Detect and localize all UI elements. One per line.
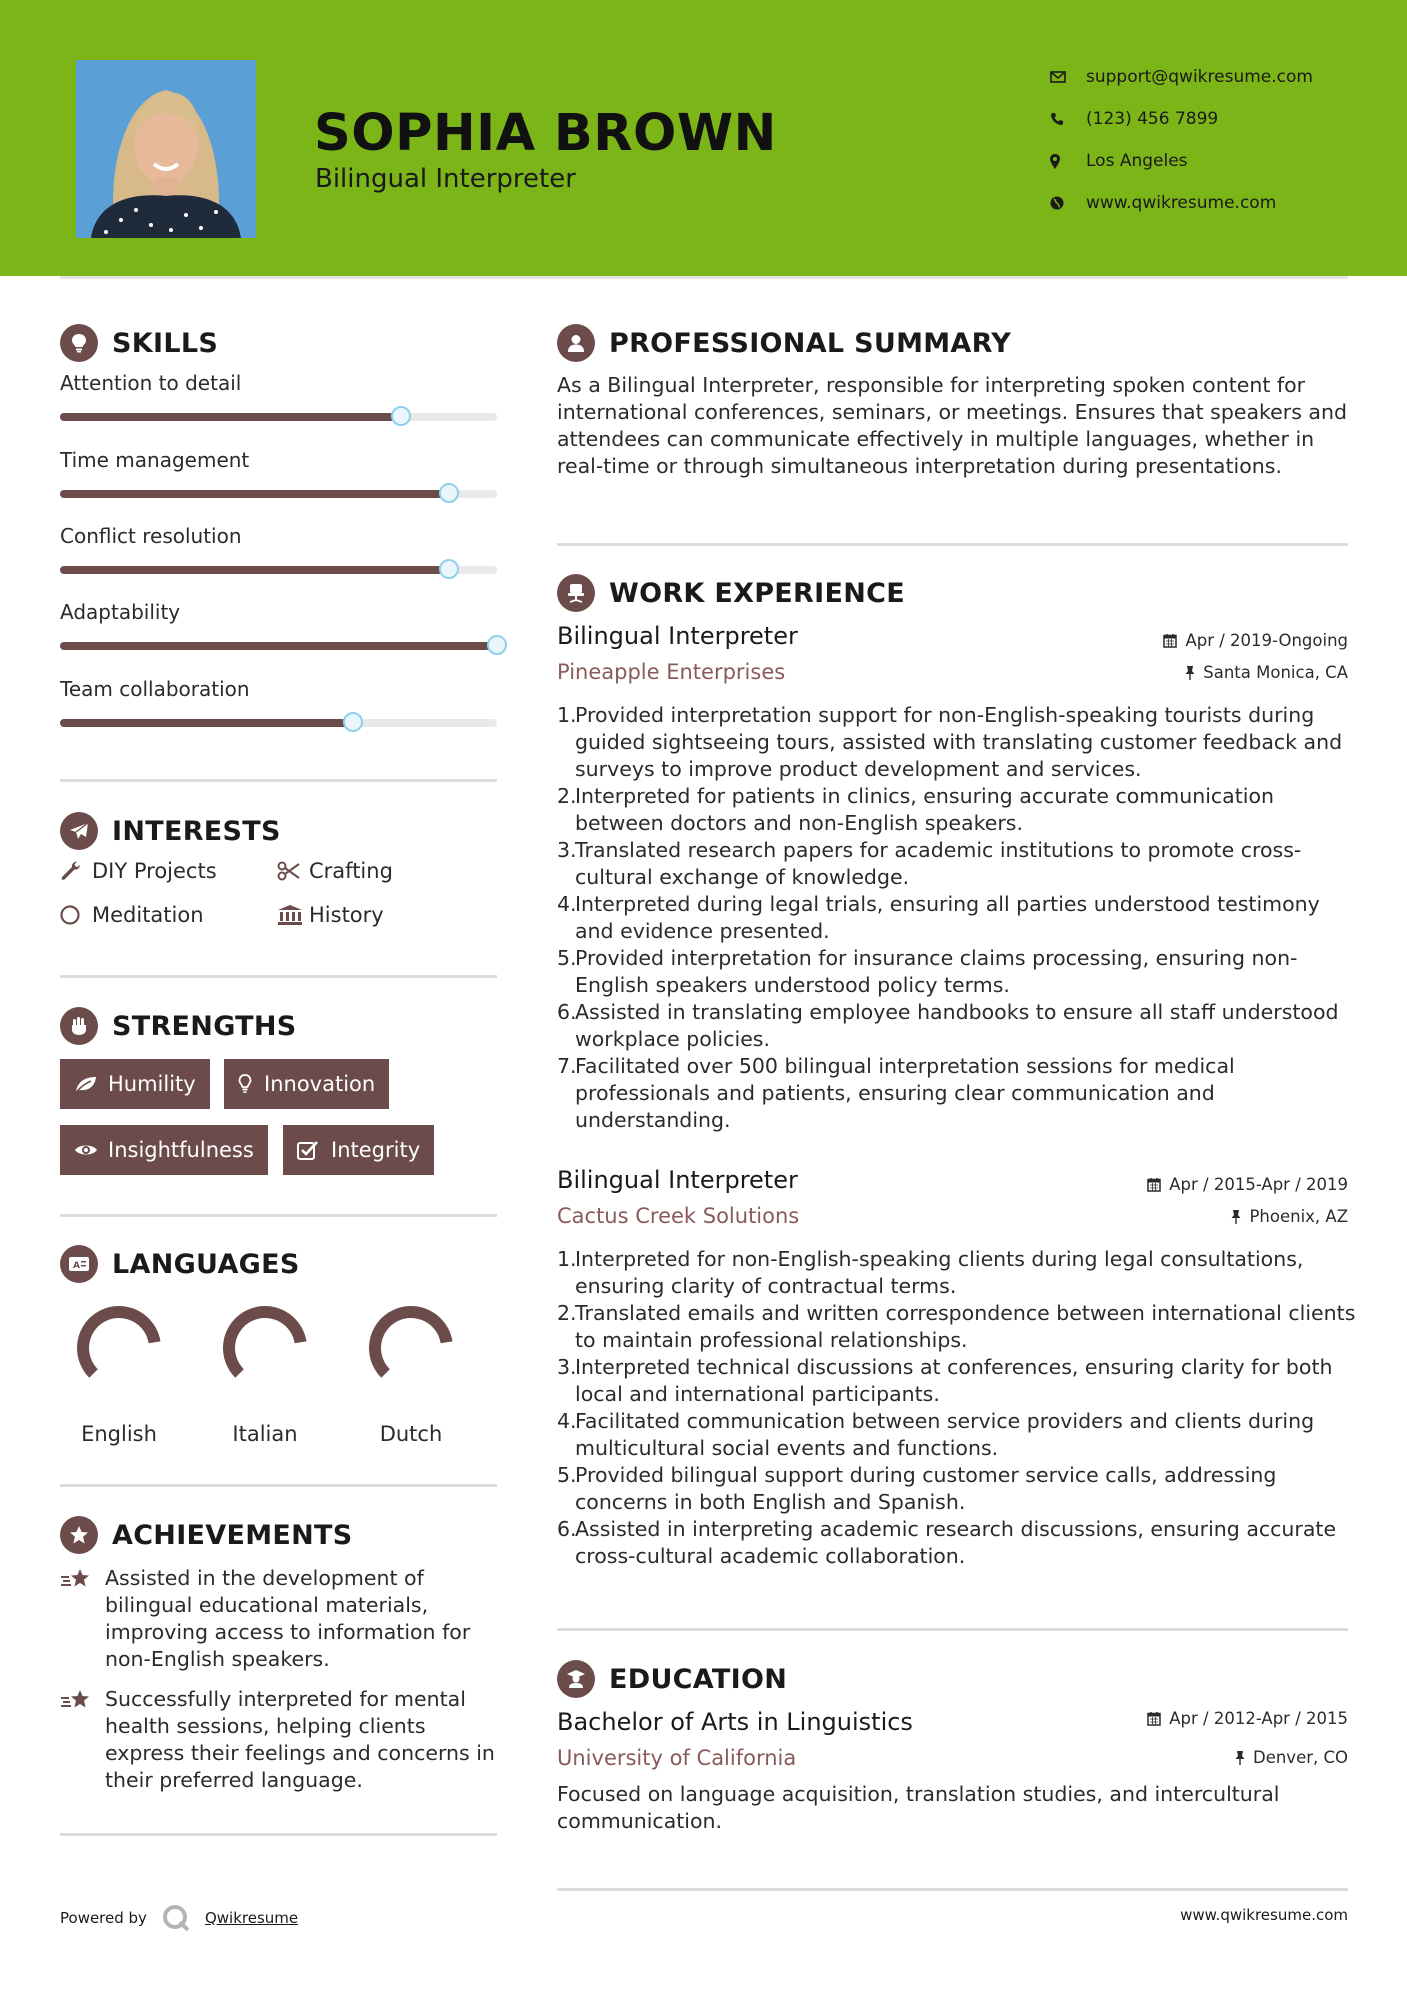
section-divider (60, 975, 497, 978)
phone-icon (1050, 112, 1086, 126)
interest-label: Meditation (92, 903, 204, 927)
job-bullet-text: Interpreted during legal trials, ensuring all parties understood testimony and evidence presented. (575, 892, 1320, 943)
contact-list (1050, 56, 1313, 224)
job-bullet-text: Translated research papers for academic institutions to promote cross-cultural exchange of knowledge. (575, 838, 1302, 889)
job-dates (1147, 1175, 1348, 1194)
skill-bar-knob (391, 406, 411, 426)
contact-website (1050, 182, 1313, 224)
skill-label: Attention to detail (60, 371, 242, 395)
contact-location-text: Los Angeles (1086, 151, 1188, 171)
skill-bar (60, 642, 497, 650)
eye-icon (74, 1142, 108, 1158)
interest-item (277, 903, 384, 927)
section-divider (60, 1484, 497, 1487)
interest-item (60, 903, 204, 927)
job-bullet: 5. Provided interpretation for insurance claims processing, ensuring non-English speakers understood policy terms. (557, 945, 1357, 999)
contact-phone-text: (123) 456 7899 (1086, 109, 1219, 129)
section-divider (60, 1833, 497, 1836)
interest-item (60, 859, 217, 883)
skill-bar-fill (60, 642, 497, 650)
strength-tag (224, 1059, 389, 1109)
star-badge-icon (60, 1516, 98, 1554)
job-bullet-text: Interpreted for patients in clinics, ensuring accurate communication between doctors and non-English speakers. (575, 784, 1275, 835)
language-item (205, 1300, 325, 1446)
job-title: Bilingual Interpreter (557, 622, 798, 650)
job-bullet: 5. Provided bilingual support during customer service calls, addressing concerns in both English and Spanish. (557, 1462, 1357, 1516)
strengths-heading (60, 1007, 297, 1045)
interest-item (277, 859, 393, 883)
skill-label: Team collaboration (60, 677, 250, 701)
job-bullets (557, 1246, 1357, 1570)
skill-bar (60, 719, 497, 727)
shooting-star-icon (60, 1686, 105, 1794)
skill-bar (60, 413, 497, 421)
skill-item (60, 448, 497, 498)
header-divider (60, 276, 1348, 279)
language-meter (217, 1300, 313, 1396)
section-divider (557, 1888, 1348, 1891)
pushpin-icon (1235, 1750, 1245, 1765)
job-bullet-text: Provided bilingual support during customer service calls, addressing concerns in both English and Spanish. (575, 1463, 1277, 1514)
user-icon (557, 324, 595, 362)
education-dates-text: Apr / 2012-Apr / 2015 (1169, 1709, 1348, 1728)
achievement-item (60, 1686, 500, 1794)
skill-bar-knob (439, 559, 459, 579)
contact-phone (1050, 98, 1313, 140)
job-bullet: 4. Interpreted during legal trials, ensuring all parties understood testimony and evidence presented. (557, 891, 1357, 945)
section-divider (557, 543, 1348, 546)
language-meter-arc (229, 1312, 301, 1373)
strength-tag (283, 1125, 434, 1175)
job-location-text: Phoenix, AZ (1249, 1207, 1348, 1226)
summary-text: As a Bilingual Interpreter, responsible for interpreting spoken content for international conferences, seminars, or meetings. Ensures that speakers and attendees can communicate effectively in multiple languages, whether in real-time or through simultaneous interpretation during presentations. (557, 373, 1347, 478)
skill-item (60, 524, 497, 574)
strength-tag (60, 1125, 268, 1175)
leaf-icon (74, 1075, 108, 1093)
job-bullet: 2. Translated emails and written correspondence between international clients to maintain professional relationships. (557, 1301, 1356, 1352)
language-label: Italian (232, 1422, 298, 1446)
profile-photo (76, 60, 256, 238)
education-location (1235, 1748, 1348, 1767)
summary-title: PROFESSIONAL SUMMARY (609, 327, 1012, 359)
candidate-name: SOPHIA BROWN (314, 104, 777, 163)
map-pin-icon (1050, 154, 1086, 169)
skill-bar (60, 490, 497, 498)
resume-header (0, 0, 1407, 276)
calendar-icon (1147, 1711, 1161, 1726)
hand-icon (60, 1007, 98, 1045)
education-dates (1147, 1709, 1348, 1728)
qwikresume-link[interactable]: Qwikresume (204, 1909, 299, 1927)
skill-bar (60, 566, 497, 574)
job-bullet-text: Interpreted for non-English-speaking clients during legal consultations, ensuring clarity of contractual terms. (575, 1247, 1304, 1298)
job-dates-text: Apr / 2019-Ongoing (1185, 631, 1348, 650)
lightbulb-icon (60, 324, 98, 362)
job-title: Bilingual Interpreter (557, 1166, 798, 1194)
language-meter-arc (375, 1312, 447, 1373)
calendar-icon (1163, 633, 1177, 648)
language-card-icon (60, 1245, 98, 1283)
job-bullet: 6. Assisted in interpreting academic research discussions, ensuring accurate cross-cultural academic collaboration. (557, 1516, 1357, 1570)
paper-plane-icon (60, 812, 98, 850)
job-bullet-text: Assisted in interpreting academic research discussions, ensuring accurate cross-cultural academic collaboration. (575, 1517, 1337, 1568)
job-bullet-text: Provided interpretation for insurance claims processing, ensuring non-English speakers understood policy terms. (575, 946, 1298, 997)
envelope-icon (1050, 71, 1086, 83)
language-item (59, 1300, 179, 1446)
achievement-text: Successfully interpreted for mental health sessions, helping clients express their feelings and concerns in their preferred language. (105, 1687, 495, 1792)
qwikresume-logo-icon (161, 1903, 191, 1933)
skill-bar-fill (60, 566, 449, 574)
skill-bar-knob (487, 635, 507, 655)
job-bullet-text: Facilitated over 500 bilingual interpretation sessions for medical professionals and patients, ensuring clear communication and understanding. (575, 1054, 1235, 1132)
experience-heading (557, 574, 905, 612)
skill-item (60, 600, 497, 650)
job-bullet: 4. Facilitated communication between service providers and clients during multicultural social events and functions. (557, 1408, 1357, 1462)
interest-label: Crafting (309, 859, 393, 883)
globe-icon (1050, 196, 1086, 210)
education-location-text: Denver, CO (1252, 1748, 1348, 1767)
skill-bar-fill (60, 490, 449, 498)
contact-email-text: support@qwikresume.com (1086, 67, 1313, 87)
interest-label: DIY Projects (92, 859, 217, 883)
language-meter (71, 1300, 167, 1396)
education-degree: Bachelor of Arts in Linguistics (557, 1708, 913, 1736)
job-location (1185, 663, 1348, 682)
achievement-text: Assisted in the development of bilingual educational materials, improving access to information for non-English speakers. (105, 1566, 471, 1671)
powered-by-label: Powered by (60, 1909, 147, 1927)
language-label: English (81, 1422, 157, 1446)
job-bullets (557, 702, 1357, 1134)
skill-bar-knob (343, 712, 363, 732)
job-bullet: 1. Provided interpretation support for non-English-speaking tourists during guided sightseeing tours, assisted with translating customer feedback and surveys to improve product development and services. (557, 702, 1357, 783)
skill-bar-fill (60, 719, 353, 727)
job-bullet: 3. Interpreted technical discussions at conferences, ensuring clarity for both local and international participants. (557, 1354, 1357, 1408)
language-meter (363, 1300, 459, 1396)
strength-label: Innovation (264, 1072, 376, 1096)
job-bullet-text: Assisted in translating employee handbooks to ensure all staff understood workplace policies. (575, 1000, 1339, 1051)
job-location-text: Santa Monica, CA (1203, 663, 1348, 682)
job-bullet: 2. Interpreted for patients in clinics, ensuring accurate communication between doctors and non-English speakers. (557, 783, 1357, 837)
interests-title: INTERESTS (112, 815, 281, 847)
skill-label: Time management (60, 448, 250, 472)
circle-icon (60, 904, 92, 926)
contact-email (1050, 56, 1313, 98)
job-bullet: 7. Facilitated over 500 bilingual interpretation sessions for medical professionals and patients, ensuring clear communication and understanding. (557, 1053, 1357, 1134)
experience-title: WORK EXPERIENCE (609, 577, 905, 609)
job-bullet: 1. Interpreted for non-English-speaking clients during legal consultations, ensuring clarity of contractual terms. (557, 1246, 1357, 1300)
interests-heading (60, 812, 281, 850)
languages-heading (60, 1245, 300, 1283)
education-heading (557, 1660, 787, 1698)
job-bullet-text: Provided interpretation support for non-English-speaking tourists during guided sightseeing tours, assisted with translating customer feedback and surveys to improve product development and services. (575, 703, 1343, 781)
language-label: Dutch (379, 1422, 443, 1446)
achievement-item (60, 1565, 500, 1673)
skill-bar-fill (60, 413, 401, 421)
job-bullet: 3. Translated research papers for academic institutions to promote cross-cultural exchange of knowledge. (557, 837, 1357, 891)
museum-icon (277, 904, 309, 926)
lightbulb-icon (238, 1074, 264, 1094)
education-description: Focused on language acquisition, translation studies, and intercultural communication. (557, 1782, 1280, 1833)
strength-label: Humility (108, 1072, 196, 1096)
contact-location (1050, 140, 1313, 182)
interest-label: History (309, 903, 384, 927)
pushpin-icon (1231, 1209, 1241, 1224)
skills-title: SKILLS (112, 327, 219, 359)
job-bullet-text: Interpreted technical discussions at conferences, ensuring clarity for both local and international participants. (575, 1355, 1333, 1406)
footer-url[interactable]: www.qwikresume.com (1180, 1906, 1348, 1924)
office-chair-icon (557, 574, 595, 612)
strength-tag (60, 1059, 210, 1109)
scissors-icon (277, 861, 309, 881)
job-company: Pineapple Enterprises (557, 660, 786, 684)
job-bullet-text: Facilitated communication between service providers and clients during multicultural social events and functions. (575, 1409, 1315, 1460)
strength-label: Insightfulness (108, 1138, 254, 1162)
skill-label: Adaptability (60, 600, 181, 624)
section-divider (557, 1628, 1348, 1631)
job-dates-text: Apr / 2015-Apr / 2019 (1169, 1175, 1348, 1194)
language-item (351, 1300, 471, 1446)
candidate-title: Bilingual Interpreter (315, 164, 576, 194)
language-meter-arc (83, 1312, 155, 1373)
skill-item (60, 371, 497, 421)
checkbox-icon (297, 1140, 331, 1160)
shooting-star-icon (60, 1565, 105, 1673)
job-bullet-text: Translated emails and written correspondence between international clients to maintain professional relationships. (575, 1301, 1356, 1352)
job-bullet: 6. Assisted in translating employee handbooks to ensure all staff understood workplace policies. (557, 999, 1357, 1053)
section-divider (60, 779, 497, 782)
wrench-icon (60, 860, 92, 882)
job-location (1231, 1207, 1348, 1226)
job-dates (1163, 631, 1348, 650)
education-title: EDUCATION (609, 1663, 788, 1695)
strength-label: Integrity (331, 1138, 421, 1162)
skills-heading (60, 324, 218, 362)
achievements-heading (60, 1516, 353, 1554)
job-company: Cactus Creek Solutions (557, 1204, 800, 1228)
achievements-title: ACHIEVEMENTS (112, 1519, 353, 1551)
section-divider (60, 1214, 497, 1217)
education-school: University of California (557, 1746, 797, 1770)
skill-bar-knob (439, 483, 459, 503)
strengths-title: STRENGTHS (112, 1010, 297, 1042)
summary-heading (557, 324, 1011, 362)
languages-title: LANGUAGES (112, 1248, 300, 1280)
svg-text:A: A (73, 1261, 80, 1271)
powered-by (60, 1903, 298, 1933)
contact-website-text: www.qwikresume.com (1086, 193, 1277, 213)
pushpin-icon (1185, 665, 1195, 680)
skill-item (60, 677, 497, 727)
graduate-icon (557, 1660, 595, 1698)
calendar-icon (1147, 1177, 1161, 1192)
skill-label: Conflict resolution (60, 524, 242, 548)
